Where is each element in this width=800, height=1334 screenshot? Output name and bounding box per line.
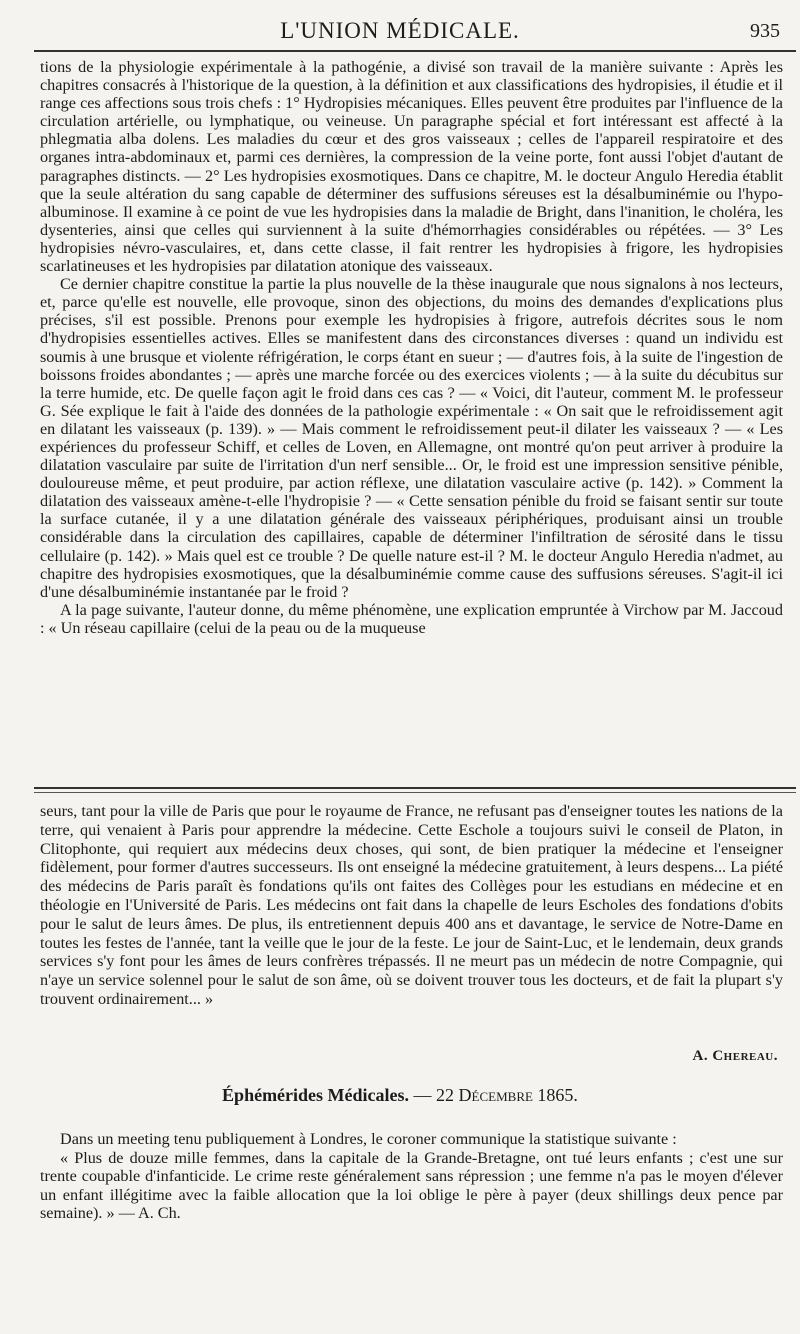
section-date: — 22 Décembre 1865. [413,1085,578,1105]
author-signature: A. Chereau. [692,1048,778,1064]
article-paragraph: tions de la physiologie expérimentale à la pathogénie, a divisé son travail de la manière suivante : Après les chapitres consacrés à l'historique de la question, à la définition et aux classifications des hydropisies, il étudie et il range ces affections sous trois chefs : 1° Hydropisies mécaniques. Elles peuvent être produites par l'influence de la circulation artérielle, ou lymphatique, ou veineuse. Un paragraphe spécial et fort intéressant est affecté à la phlegmatia alba dolens. Les maladies du cœur et des gros vaisseaux ; celles de l'appareil respiratoire et des organes intra-abdominaux et, parmi ces dernières, la compression de la veine porte, font aussi l'objet d'autant de paragraphes distincts. — 2° Les hydropisies exosmotiques. Dans ce chapitre, M. le docteur Angulo Heredia établit que la seule altération du sang capable de déterminer des suffusions séreuses est la désalbuminémie ou l'hypo-albuminose. Il examine à ce point de vue les hydropisies dans la maladie de Bright, dans l'inanition, le choléra, les dysenteries, ainsi que celles qui surviennent à la suite d'hémorrhagies considérables ou répétées. — 3° Les hydropisies névro-vasculaires, et, dans cette classe, il fait rentrer les hydropisies à frigore, les hydropisies scarlatineuses et les hydropisies par dilatation atonique des vaisseaux. [40,58,783,276]
page-header [0,14,800,54]
section-heading [0,1085,800,1106]
header-rule [34,50,796,52]
article-paragraph: A la page suivante, l'auteur donne, du même phénomène, une explication empruntée à Virchow par M. Jaccoud : « Un réseau capillaire (celui de la peau ou de la muqueuse [40,600,783,637]
page-number: 935 [750,20,780,42]
ephemerides-body [40,1130,783,1223]
feuilleton-separator-thin [34,792,796,793]
article-paragraph: Ce dernier chapitre constitue la partie la plus nouvelle de la thèse inaugurale que nous signalons à nos lecteurs, et, parce qu'elle est nouvelle, elle provoque, sinon des objections, du moins des demandes d'explications plus précises, s'il est possible. Prenons pour exemple les hydropisies à frigore, autrefois décrites sous le nom d'hydropisies essentielles actives. Elles se manifestent dans des circonstances diverses : quand un individu est soumis à une brusque et violente réfrigération, le corps étant en sueur ; — d'autres fois, à la suite de l'ingestion de boissons froides abondantes ; — après une marche forcée ou des exercices violents ; — à la suite du décubitus sur la terre humide, etc. De quelle façon agit le froid dans ces cas ? — « Voici, dit l'auteur, comment M. le professeur G. Sée explique le fait à l'aide des données de la pathologie expérimentale : « On sait que le refroidissement agit en dilatant les vaisseaux (p. 139). » — Mais comment le refroidissement peut-il dilater les vaisseaux ? — « Les expériences du professeur Schiff, et celles de Loven, en Allemagne, ont montré qu'on peut arriver à produire la dilatation vasculaire par suite de l'irritation d'un nerf sensible... Or, le froid est une impression sensitive pénible, douloureuse même, et peut produire, par action réflexe, une dilatation vasculaire active (p. 142). » Comment la dilatation des vaisseaux amène-t-elle l'hydropisie ? — « Cette sensation pénible du froid se faisant sentir sur toute la surface cutanée, il y a une dilatation générale des vaisseaux périphériques, produisant ainsi un trouble considérable dans la circulation des capillaires, capable de déterminer l'infiltration de sérosité dans le tissu cellulaire (p. 142). » Mais quel est ce trouble ? De quelle nature est-il ? M. le docteur Angulo Heredia n'admet, au chapitre des hydropisies exosmotiques, que la désalbuminémie comme cause des suffusions séreuses. S'agit-il ici d'une désalbuminémie instantanée par le froid ? [40,275,783,601]
feuilleton-separator [34,787,796,789]
feuilleton-paragraph: seurs, tant pour la ville de Paris que pour le royaume de France, ne refusant pas d'enseigner toutes les nations de la terre, qui venaient à Paris pour apprendre la médecine. Cette Eschole a toujours suivi le conseil de Platon, in Clitophonte, qui requiert aux médecins deux choses, qui sont, de bien pratiquer la médecine et l'enseigner fidèlement, pour former d'autres successeurs. Ils ont enseigné la médecine gratuitement, à leurs despens... La piété des médecins de Paris paraît ès fondations qu'ils ont faites des Collèges pour les estudians en médecine et en théologie en l'Université de Paris. Les médecins ont fait dans la chapelle de leurs Escholes des fondations d'obits pour le salut de leurs âmes. De plus, ils entretiennent depuis 400 ans et davantage, le service de Notre-Dame en toutes les festes de l'année, tant la veille que le jour de la feste. Le jour de Saint-Luc, et le lendemain, deux grands services s'y font pour les âmes de leurs confrères trépassés. Il ne meurt pas un médecin de notre Compagnie, qui n'aye un service solennel pour le salut de son âme, où se doivent trouver tous les docteurs, et de fait la plupart s'y trouvent ordinairement... » [40,802,783,1008]
ephemerides-paragraph: Dans un meeting tenu publiquement à Londres, le coroner communique la statistique suivante : [60,1130,677,1148]
article-body [40,58,783,637]
journal-title: L'UNION MÉDICALE. [280,18,520,43]
section-title: Éphémérides Médicales. [222,1085,410,1105]
feuilleton-body [40,802,783,1009]
ephemerides-paragraph: « Plus de douze mille femmes, dans la capitale de la Grande-Bretagne, ont tué leurs enfants ; c'est une sur trente coupable d'infanticide. Le crime reste généralement sans répression ; une femme n'a pas le moyen d'élever un enfant illégitime avec la faible allocation que la loi oblige le père à payer (deux shillings deux pence par semaine). » — A. Ch. [40,1148,783,1223]
